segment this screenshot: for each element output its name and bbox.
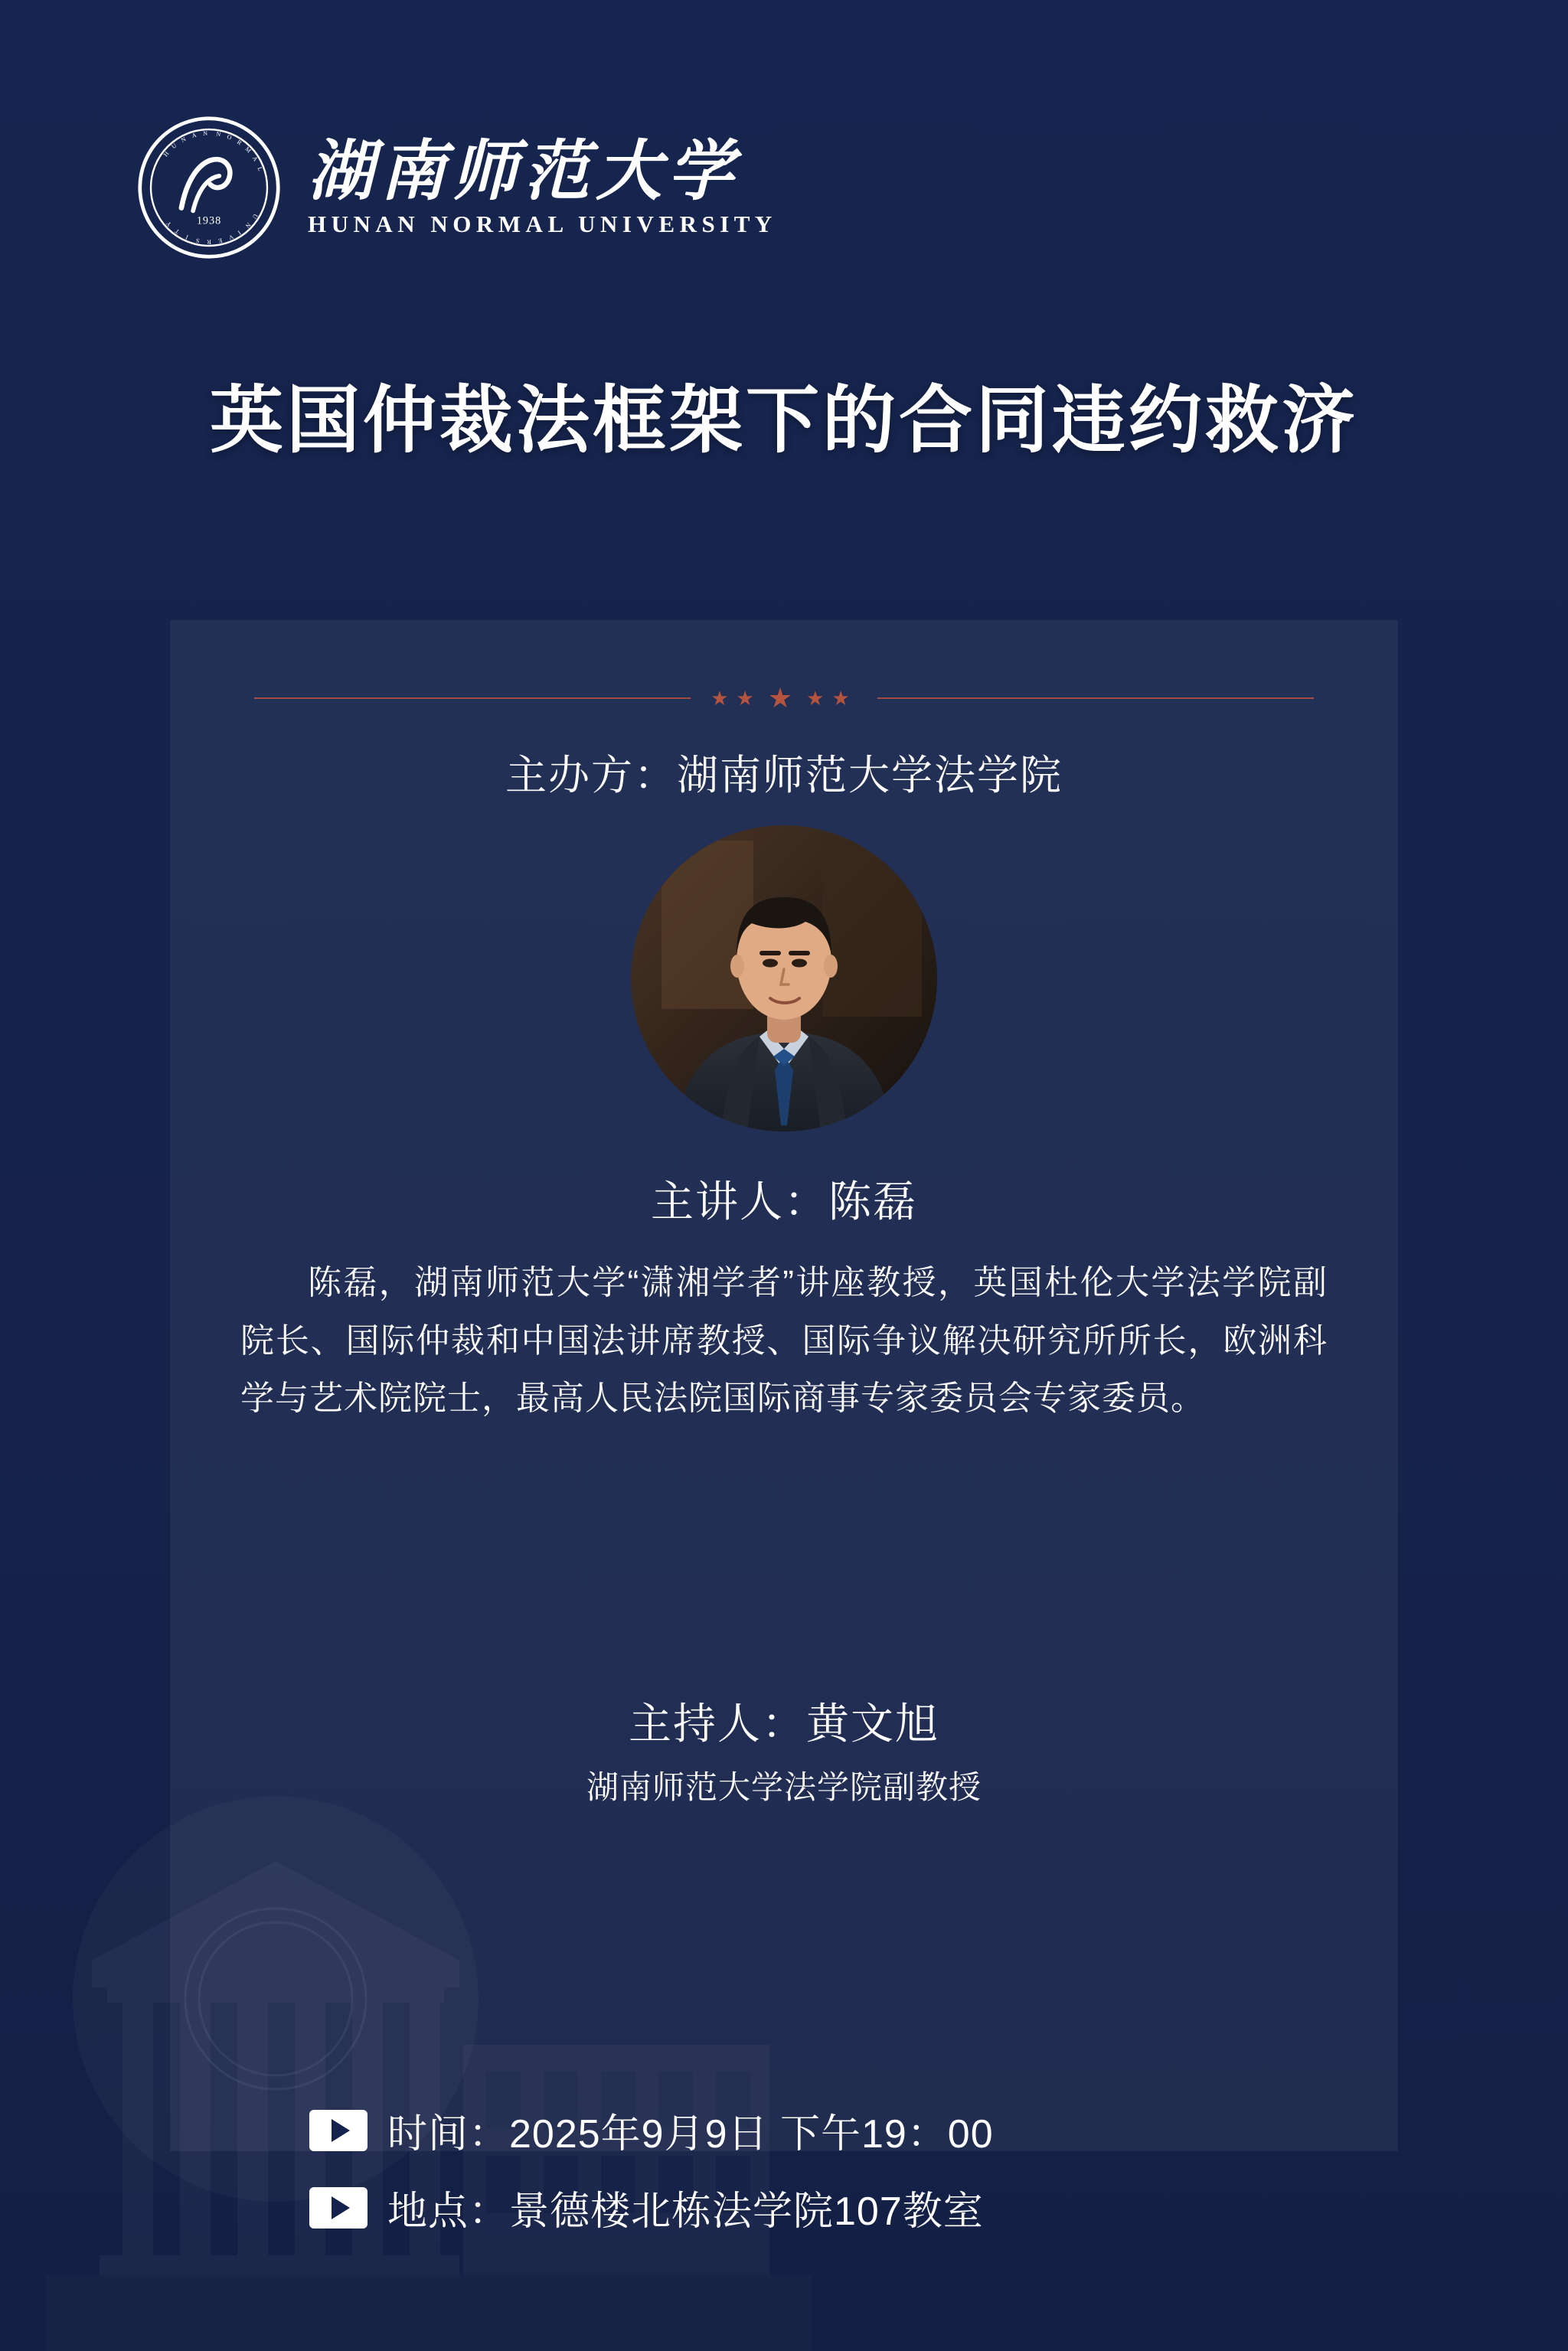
svg-text:A: A (250, 155, 260, 163)
svg-text:T: T (173, 227, 181, 236)
event-location: 地点：景德楼北栋法学院107教室 (387, 2189, 984, 2234)
divider-stars: ★★ ★ ★★ (710, 682, 858, 713)
event-time: 时间：2025年9月9日 下午19：00 (387, 2112, 994, 2157)
svg-text:U: U (250, 212, 260, 220)
svg-text:I: I (237, 229, 243, 237)
svg-text:O: O (226, 132, 233, 142)
star-divider (254, 683, 1314, 713)
svg-text:Y: Y (165, 220, 173, 228)
host-organization: 主办方：湖南师范大学法学院 (505, 753, 1063, 798)
divider-line-left (254, 697, 691, 699)
svg-text:N: N (180, 136, 188, 144)
svg-text:N: N (215, 130, 221, 139)
svg-text:R: R (207, 238, 211, 246)
speaker-name: 主讲人：陈磊 (651, 1177, 917, 1226)
speaker-portrait (631, 825, 937, 1131)
university-crest-icon (136, 115, 282, 260)
content-panel (170, 620, 1398, 2151)
university-header (136, 115, 777, 260)
svg-text:A: A (191, 131, 198, 139)
svg-text:R: R (235, 138, 243, 147)
moderator-name: 主持人：黄文旭 (629, 1700, 939, 1748)
play-icon (309, 2187, 368, 2229)
svg-text:E: E (217, 237, 224, 245)
event-info-row-time (309, 2101, 1259, 2159)
svg-text:N: N (243, 221, 253, 230)
svg-text:I: I (185, 233, 190, 241)
university-name-block (308, 134, 777, 238)
moderator-title: 湖南师范大学法学院副教授 (586, 1769, 982, 1805)
divider-line-right (877, 697, 1314, 699)
event-info (0, 2101, 1568, 2236)
speaker-bio: 陈磊，湖南师范大学“潇湘学者”讲座教授，英国杜伦大学法学院副院长、国际仲裁和中国法讲席教授、国际争议解决研究所所长，欧洲科学与艺术院院士，最高人民法院国际商事专家委员会专家委员。 (240, 1264, 1328, 1418)
svg-text:H: H (162, 150, 171, 158)
speaker-portrait-image (631, 825, 937, 1131)
svg-text:N: N (202, 129, 208, 137)
svg-text:U: U (170, 142, 178, 151)
svg-text:M: M (243, 145, 253, 155)
svg-text:V: V (227, 233, 235, 242)
event-info-row-place (309, 2179, 1259, 2236)
svg-text:1938: 1938 (196, 214, 222, 227)
svg-text:L: L (256, 165, 264, 172)
university-name-cn: 湖南师范大学 (308, 134, 740, 208)
svg-text:S: S (195, 237, 201, 245)
page-title: 英国仲裁法框架下的合同违约救济 (210, 380, 1358, 462)
university-name-en: HUNAN NORMAL UNIVERSITY (308, 211, 777, 238)
play-icon (309, 2110, 368, 2151)
